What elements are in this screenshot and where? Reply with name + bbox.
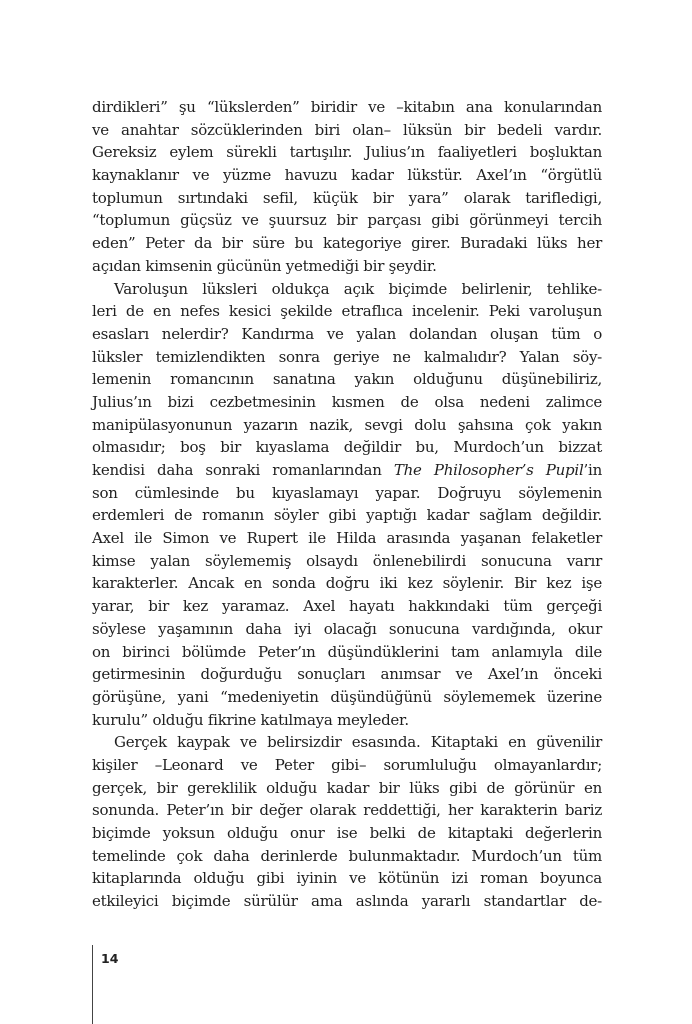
book-title: The Philosopher’s Pupil <box>393 461 584 479</box>
text-line: kaynaklanır ve yüzme havuzu kadar lükstür. Axel’ın “örgütlü <box>92 166 602 185</box>
text-line: Axel ile Simon ve Rupert ile Hilda arasında yaşanan felaketler <box>92 529 602 548</box>
text-line: ve anahtar sözcüklerinden biri olan– lüksün bir bedeli vardır. <box>92 120 602 139</box>
text-line: olmasıdır; boş bir kıyaslama değildir bu, Murdoch’un bizzat <box>92 438 602 457</box>
text-line: erdemleri de romanın söyler gibi yaptığı kadar sağlam değildir. <box>92 506 602 525</box>
text-line: manipülasyonunun yazarın nazik, sevgi dolu şahsına çok yakın <box>92 415 602 434</box>
text-line: dirdikleri” şu “lükslerden” biridir ve –kitabın ana konularından <box>92 98 602 116</box>
text-line: toplumun sırtındaki sefil, küçük bir yara” olarak tarifledigi, <box>92 188 602 207</box>
text-line: biçimde yoksun olduğu onur ise belki de kitaptaki değerlerin <box>92 824 602 842</box>
text-line: gerçek, bir gereklilik olduğu kadar bir lüks gibi de görünür en <box>92 778 602 797</box>
text-line: karakterler. Ancak en sonda doğru iki kez söylenir. Bir kez işe <box>92 574 602 593</box>
text-line: yarar, bir kez yaramaz. Axel hayatı hakkındaki tüm gerçeği <box>92 597 602 616</box>
text-line: Gereksiz eylem sürekli tartışılır. Julius’ın faaliyetleri boşluktan <box>92 143 602 162</box>
text-line: on birinci bölümde Peter’ın düşündüklerini tam anlamıyla dile <box>92 642 602 661</box>
text-line: görüşüne, yani “medeniyetin düşündüğünü söylememek üzerine <box>92 687 602 706</box>
text-line: lüksler temizlendikten sonra geriye ne kalmalıdır? Yalan söy- <box>92 347 602 366</box>
text-line: kurulu” olduğu fikrine katılmaya meyleder. <box>92 710 409 729</box>
text-line: etkileyici biçimde sürülür ama aslında yararlı standartlar de- <box>92 892 602 911</box>
text-line: son cümlesinde bu kıyaslamayı yapar. Doğruyu söylemenin <box>92 483 602 502</box>
text-line: açıdan kimsenin gücünün yetmediği bir şeydir. <box>92 256 437 275</box>
text-line: Julius’ın bizi cezbetmesinin kısmen de olsa nedeni zalimce <box>92 392 602 411</box>
text-line: sonunda. Peter’ın bir değer olarak reddettiği, her karakterin bariz <box>92 801 602 820</box>
text-line: esasları nelerdir? Kandırma ve yalan dolandan oluşan tüm o <box>92 324 602 343</box>
text-line: söylese yaşamının daha iyi olacağı sonucuna vardığında, okur <box>92 619 602 638</box>
text-line: temelinde çok daha derinlerde bulunmaktadır. Murdoch’un tüm <box>92 846 602 865</box>
paragraph-first-line: Gerçek kaypak ve belirsizdir esasında. Kitaptaki en güvenilir <box>114 733 602 752</box>
text-line: eden” Peter da bir süre bu kategoriye girer. Buradaki lüks her <box>92 234 602 253</box>
text-line: kişiler –Leonard ve Peter gibi– sorumluluğu olmayanlardır; <box>92 755 602 774</box>
text-line: lemenin romancının sanatına yakın olduğunu düşünebiliriz, <box>92 370 602 389</box>
footer-rule <box>92 945 93 1024</box>
paragraph-first-line: Varoluşun lüksleri oldukça açık biçimde belirlenir, tehlike- <box>114 279 602 298</box>
text-line: getirmesinin doğurduğu sonuçları anımsar ve Axel’ın önceki <box>92 665 602 684</box>
text-line <box>92 459 602 482</box>
text-line: kimse yalan söylememiş olsaydı önlenebilirdi sonucuna varır <box>92 551 602 570</box>
text-line: leri de en nefes kesici şekilde etraflıca incelenir. Peki varoluşun <box>92 302 602 321</box>
text-line: “toplumun güçsüz ve şuursuz bir parçası gibi görünmeyi tercih <box>92 211 602 230</box>
text-segment: kendisi daha sonraki romanlarından <box>92 461 394 479</box>
body-text <box>92 96 602 913</box>
text-line: kitaplarında olduğu gibi iyinin ve kötünün izi roman boyunca <box>92 869 602 888</box>
page-number: 14 <box>101 951 119 966</box>
text-segment: ’in <box>583 461 602 479</box>
